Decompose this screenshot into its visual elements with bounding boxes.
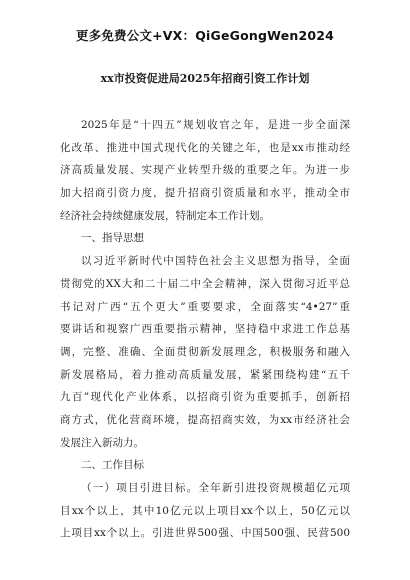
text-line: 商方式，优化营商环境，提高招商实效，为xx市经济社会 bbox=[60, 413, 350, 426]
text-line: 调，完整、准确、全面贯彻新发展理念，积极服务和融入 bbox=[60, 345, 350, 358]
document-body bbox=[60, 114, 350, 545]
text-line: 一、指导思想 bbox=[81, 232, 144, 245]
text-line: 九百”现代化产业体系，以招商引资为重要抓手，创新招 bbox=[60, 391, 350, 404]
text-line: 要讲话和视察广西重要指示精神，坚持稳中求进工作总基 bbox=[60, 323, 350, 336]
text-line: 济高质量发展、实现产业转型升级的重要之年。为进一步 bbox=[60, 164, 350, 177]
text-line: 二、工作目标 bbox=[81, 459, 144, 472]
text-line: 新发展格局，着力推动高质量发展，紧紧围绕构建“五千 bbox=[60, 368, 350, 381]
text-line: 以习近平新时代中国特色社会主义思想为指导，全面 bbox=[81, 255, 350, 268]
text-line: 目xx个以上，其中10亿元以上项目xx个以上，50亿元以 bbox=[60, 504, 350, 517]
text-line: 化改革、推进中国式现代化的关键之年，也是xx市推动经 bbox=[60, 141, 350, 154]
text-line: （一）项目引进目标。全年新引进投资规模超亿元项 bbox=[81, 482, 350, 494]
text-line: 贯彻党的XX大和二十届二中全会精神，深入贯彻习近平总 bbox=[60, 277, 350, 290]
text-line: 2025年是“十四五”规划收官之年，是进一步全面深 bbox=[81, 119, 350, 131]
text-line: 经济社会持续健康发展，特制定本工作计划。 bbox=[60, 209, 270, 222]
watermark-header: 更多免费公文+VX：QiGeGongWen2024 bbox=[75, 28, 335, 43]
text-line: 书记对广西“五个更大”重要要求，全面落实“4•27”重 bbox=[60, 300, 350, 313]
text-line: 加大招商引资力度，提升招商引资质量和水平，推动全市 bbox=[60, 187, 350, 200]
document-title: xx市投资促进局2025年招商引资工作计划 bbox=[100, 72, 310, 85]
text-line: 发展注入新动力。 bbox=[60, 436, 144, 449]
text-line: 上项目xx个以上。引进世界500强、中国500强、民营500 bbox=[60, 527, 350, 540]
